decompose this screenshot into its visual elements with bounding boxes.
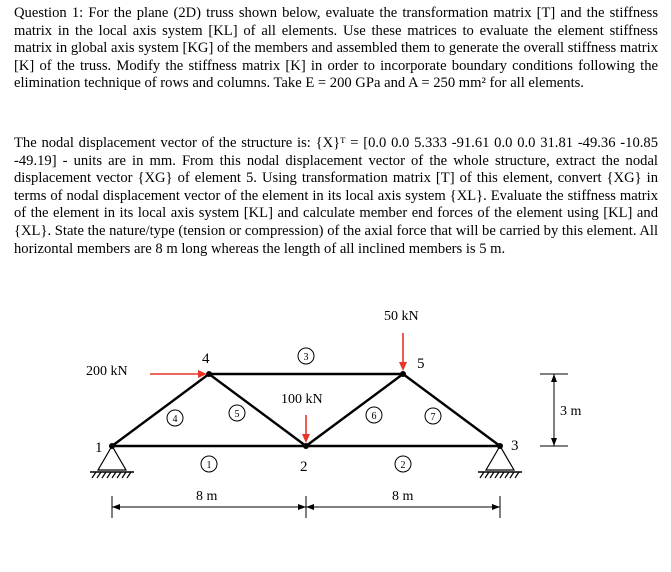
node-label-1: 1 xyxy=(95,440,103,456)
truss-figure xyxy=(0,300,671,567)
member-label-1: 1 xyxy=(206,460,212,471)
load-label-top: 50 kN xyxy=(384,309,419,324)
height-label: 3 m xyxy=(560,404,582,419)
load-label-middle: 100 kN xyxy=(281,392,323,407)
member-6-line xyxy=(306,374,403,446)
member-label-6: 6 xyxy=(371,411,377,422)
member-4-line xyxy=(112,374,209,446)
span-label-left: 8 m xyxy=(196,489,218,504)
member-7-line xyxy=(403,374,500,446)
member-5-line xyxy=(209,374,306,446)
member-label-7: 7 xyxy=(430,412,436,423)
question-paragraph-2: The nodal displacement vector of the structure is: {X}ᵀ = [0.0 0.0 5.333 -91.61 0.0 0.0 31.81 -49.36 -10.85 -49.19] - units are in mm. From this nodal displacement vector of the whole structure, extract the nodal displacement vector {XG} of element 5. Using transformation matrix [T] of this element, convert {XG} in terms of nodal displacement vector of the element in its local axis system {XL}. Evaluate the stiffness matrix of the element in its local axis system [KL] and calculate member end forces of the element using [KL] and {XL}. State the nature/type (tension or compression) of the axial force that will be carried by this element. All horizontal members are 8 m long whereas the length of all inclined members is 5 m. xyxy=(14,135,658,257)
joint-5 xyxy=(400,371,406,377)
joint-2 xyxy=(303,443,309,449)
member-labels xyxy=(173,352,436,471)
member-label-5: 5 xyxy=(234,409,240,420)
question-paragraph-1: Question 1: For the plane (2D) truss shown below, evaluate the transformation matrix [T] and the stiffness matrix in the local axis system [KL] of all elements. Use these matrices to evaluate the element stiffness matrix in global axis system [KG] of the members and assembled them to generate the overall stiffness matrix [K] of the truss. Modify the stiffness matrix [K] in order to incorporate boundary conditions following the elimination technique of rows and columns. Take E = 200 GPa and A = 250 mm² for all elements. xyxy=(14,5,658,92)
member-label-3: 3 xyxy=(303,352,309,363)
load-arrow-horizontal xyxy=(150,370,207,378)
node-label-4: 4 xyxy=(202,351,210,367)
load-arrow-top xyxy=(399,333,407,371)
node-label-3: 3 xyxy=(511,438,519,454)
member-label-4: 4 xyxy=(172,414,178,425)
truss-diagram xyxy=(0,300,671,567)
node-label-2: 2 xyxy=(300,459,308,475)
load-arrow-middle xyxy=(302,415,310,443)
span-label-right: 8 m xyxy=(392,489,414,504)
member-label-2: 2 xyxy=(400,460,406,471)
node-label-5: 5 xyxy=(417,356,425,372)
load-label-horizontal: 200 kN xyxy=(86,364,128,379)
